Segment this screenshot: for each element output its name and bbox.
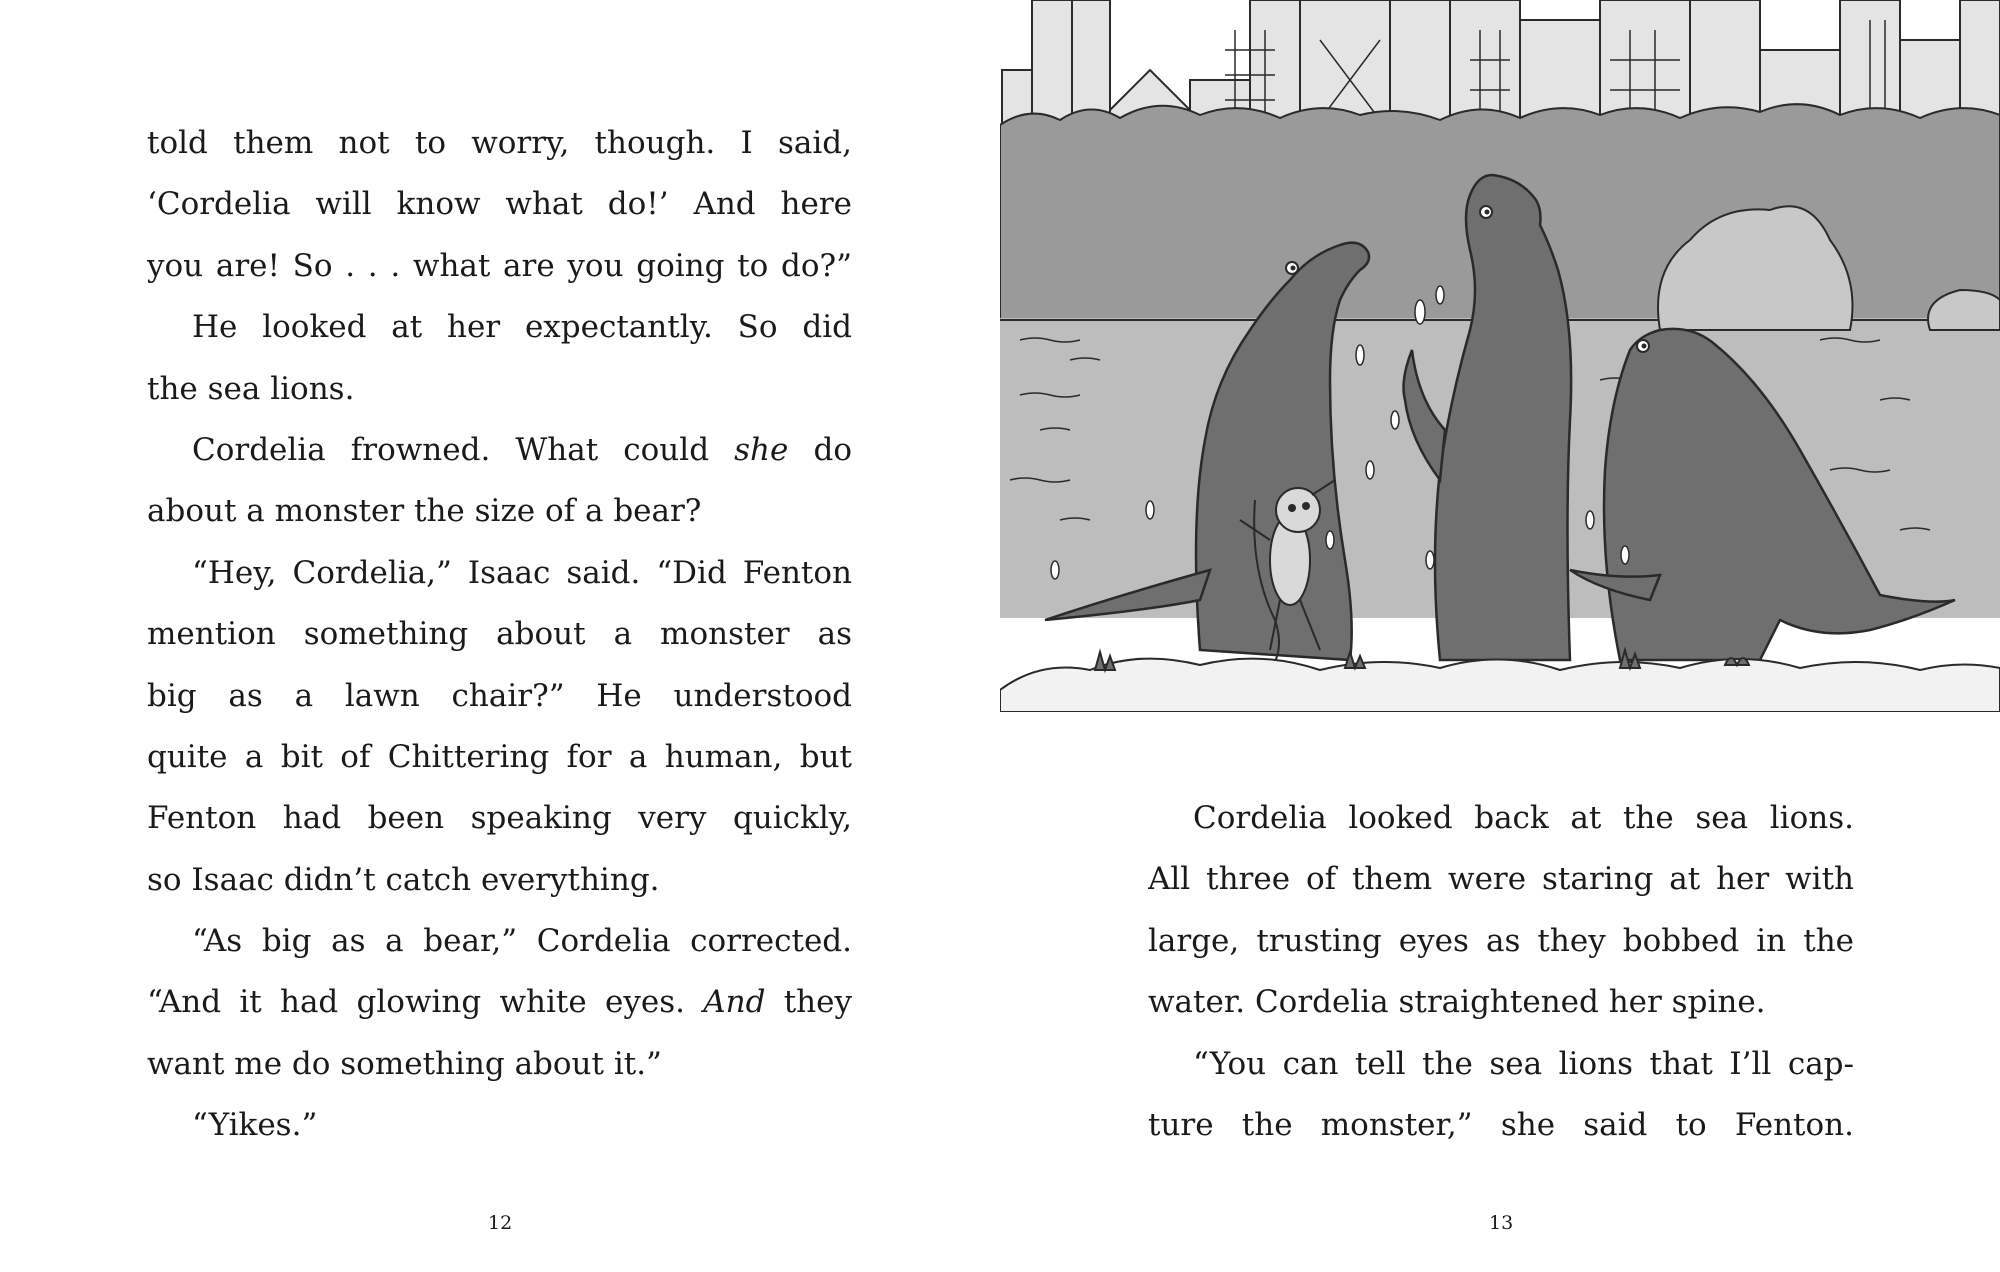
text-line: want me do something about it.” [147, 1045, 662, 1082]
text-line: quite a bit of Chittering for a human, but [147, 738, 852, 775]
text-line: about a monster the size of a bear? [147, 493, 702, 530]
sea-lion-pupil [1642, 344, 1647, 349]
italic-word: she [734, 431, 789, 468]
text-line: water. Cordelia straightened her spine. [1148, 984, 1766, 1021]
text-line: big as a lawn chair?” He understood [147, 677, 852, 714]
text-line: He looked at her expectantly. So did [192, 309, 852, 346]
text-line: All three of them were staring at her with [1148, 861, 1854, 898]
text-line: “Yikes.” [192, 1107, 318, 1144]
sea-lions-and-rat-illustration [1000, 0, 2000, 712]
text-line: so Isaac didn’t catch everything. [147, 861, 660, 898]
illustration-svg [1000, 0, 2000, 712]
text-fragment: Cordelia frowned. What could [192, 431, 735, 468]
text-line: “As big as a bear,” Cordelia corrected. [192, 923, 852, 960]
right-page-text [1148, 788, 1854, 1156]
text-line: mention something about a monster as [147, 616, 852, 653]
text-line: ture the monster,” she said to Fenton. [1148, 1106, 1854, 1143]
text-line: Cordelia looked back at the sea lions. [1193, 800, 1854, 836]
text-line: large, trusting eyes as they bobbed in the [1148, 922, 1854, 959]
text-line: “Hey, Cordelia,” Isaac said. “Did Fenton [192, 554, 852, 591]
sea-lion-pupil [1291, 266, 1296, 271]
text-line: ‘Cordelia will know what do!’ And here [147, 186, 852, 223]
sea-lion-pupil [1485, 210, 1490, 215]
text-line: the sea lions. [147, 370, 355, 407]
text-line [147, 420, 852, 481]
text-line: told them not to worry, though. I said, [147, 125, 852, 161]
shore [1000, 659, 2000, 712]
right-page [1000, 0, 2000, 1272]
italic-word: And [703, 984, 766, 1021]
left-page-text [147, 113, 852, 1157]
text-line: you are! So . . . what are you going to do?” [147, 247, 852, 284]
text-fragment: they [765, 984, 852, 1021]
text-line: “You can tell the sea lions that I’ll cap- [1193, 1045, 1854, 1082]
text-fragment: “And it had glowing white eyes. [147, 984, 704, 1021]
text-line [147, 972, 852, 1033]
text-line: Fenton had been speaking very quickly, [147, 800, 852, 837]
page-number: 13 [1489, 1212, 1514, 1234]
text-fragment: do [788, 431, 852, 468]
page-number: 12 [488, 1212, 513, 1234]
